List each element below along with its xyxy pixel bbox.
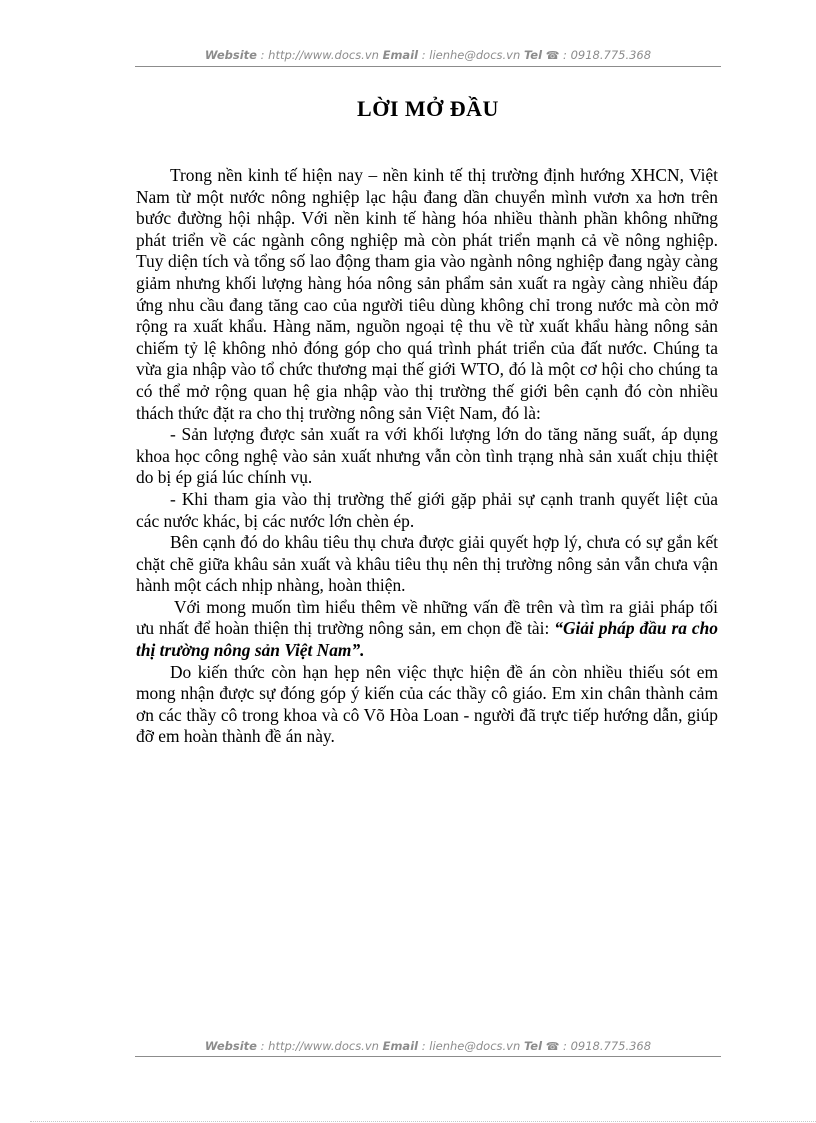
header-rule [135,66,721,67]
website-value: : http://www.docs.vn [256,48,383,62]
tel-value: : 0918.775.368 [559,1039,652,1053]
email-value: : lienhe@docs.vn [418,1039,524,1053]
page-header [135,48,721,62]
email-value: : lienhe@docs.vn [418,48,524,62]
paragraph: - Khi tham gia vào thị trường thế giới gặp phải sự cạnh tranh quyết liệt của các nước khác, bị các nước lớn chèn ép. [136,488,718,531]
phone-icon: ☎ [545,1040,560,1053]
paragraph: Bên cạnh đó do khâu tiêu thụ chưa được giải quyết hợp lý, chưa có sự gắn kết chặt chẽ giữa khâu sản xuất và khâu tiêu thụ nên thị trường nông sản vẫn chưa vận hành một cách nhịp nhàng, hoàn thiện. [136,532,718,596]
footer-rule [135,1056,721,1057]
closing-paragraph: Do kiến thức còn hạn hẹp nên việc thực hiện đề án còn nhiều thiếu sót em mong nhận được sự đóng góp ý kiến của các thầy cô giáo. Em xin chân thành cảm ơn các thầy cô trong khoa và cô Võ Hòa Loan - người đã trực tiếp hướng dẫn, giúp đỡ em hoàn thành đề án này. [136,661,718,747]
topic-title: “Giải pháp đầu ra cho thị trường nông sản Việt Nam”. [136,618,719,661]
phone-icon: ☎ [545,49,560,62]
document-title: LỜI MỞ ĐẦU [357,96,499,121]
page-edge-divider [30,1121,816,1122]
website-label: Website [204,48,257,62]
website-label: Website [204,1039,257,1053]
paragraph: - Sản lượng được sản xuất ra với khối lượng lớn do tăng năng suất, áp dụng khoa học công nghệ vào sản xuất nhưng vẫn còn tình trạng nhà sản xuất chịu thiệt do bị ép giá lúc chính vụ. [136,424,718,488]
tel-label: Tel [523,48,543,62]
document-body [136,165,718,748]
website-value: : http://www.docs.vn [256,1039,383,1053]
email-label: Email [382,48,419,62]
topic-paragraph [136,597,718,662]
email-label: Email [382,1039,419,1053]
topic-intro: Với mong muốn tìm hiểu thêm về những vấn đề trên và tìm ra giải pháp tối ưu nhất để hoàn thiện thị trường nông sản, em chọn đề tài: [136,596,718,639]
tel-value: : 0918.775.368 [559,48,652,62]
paragraph: Trong nền kinh tế hiện nay – nền kinh tế thị trường định hướng XHCN, Việt Nam từ một nước nông nghiệp lạc hậu đang dần chuyển mình vươn xa hơn trên bước đường hội nhập. Với nền kinh tế hàng hóa nhiều thành phần không những phát triển về các ngành công nghiệp mà còn phát triển mạnh cả về nông nghiệp. Tuy diện tích và tổng số lao động tham gia vào ngành nông nghiệp đang ngày càng giảm nhưng khối lượng hàng hóa nông sản phẩm sản xuất ra ngày càng nhiều đáp ứng nhu cầu đang tăng cao của người tiêu dùng không chỉ trong nước mà còn mở rộng ra xuất khẩu. Hàng năm, nguồn ngoại tệ thu về từ xuất khẩu hàng nông sản chiếm tỷ lệ không nhỏ đóng góp cho quá trình phát triển của đất nước. Chúng ta vừa gia nhập vào tổ chức thương mại thế giới WTO, đó là một cơ hội cho chúng ta có thể mở rộng quan hệ gia nhập vào thị trường thế giới bên cạnh đó còn nhiều thách thức đặt ra cho thị trường nông sản Việt Nam, đó là: [136,165,718,423]
tel-label: Tel [523,1039,543,1053]
page-footer [135,1039,721,1053]
